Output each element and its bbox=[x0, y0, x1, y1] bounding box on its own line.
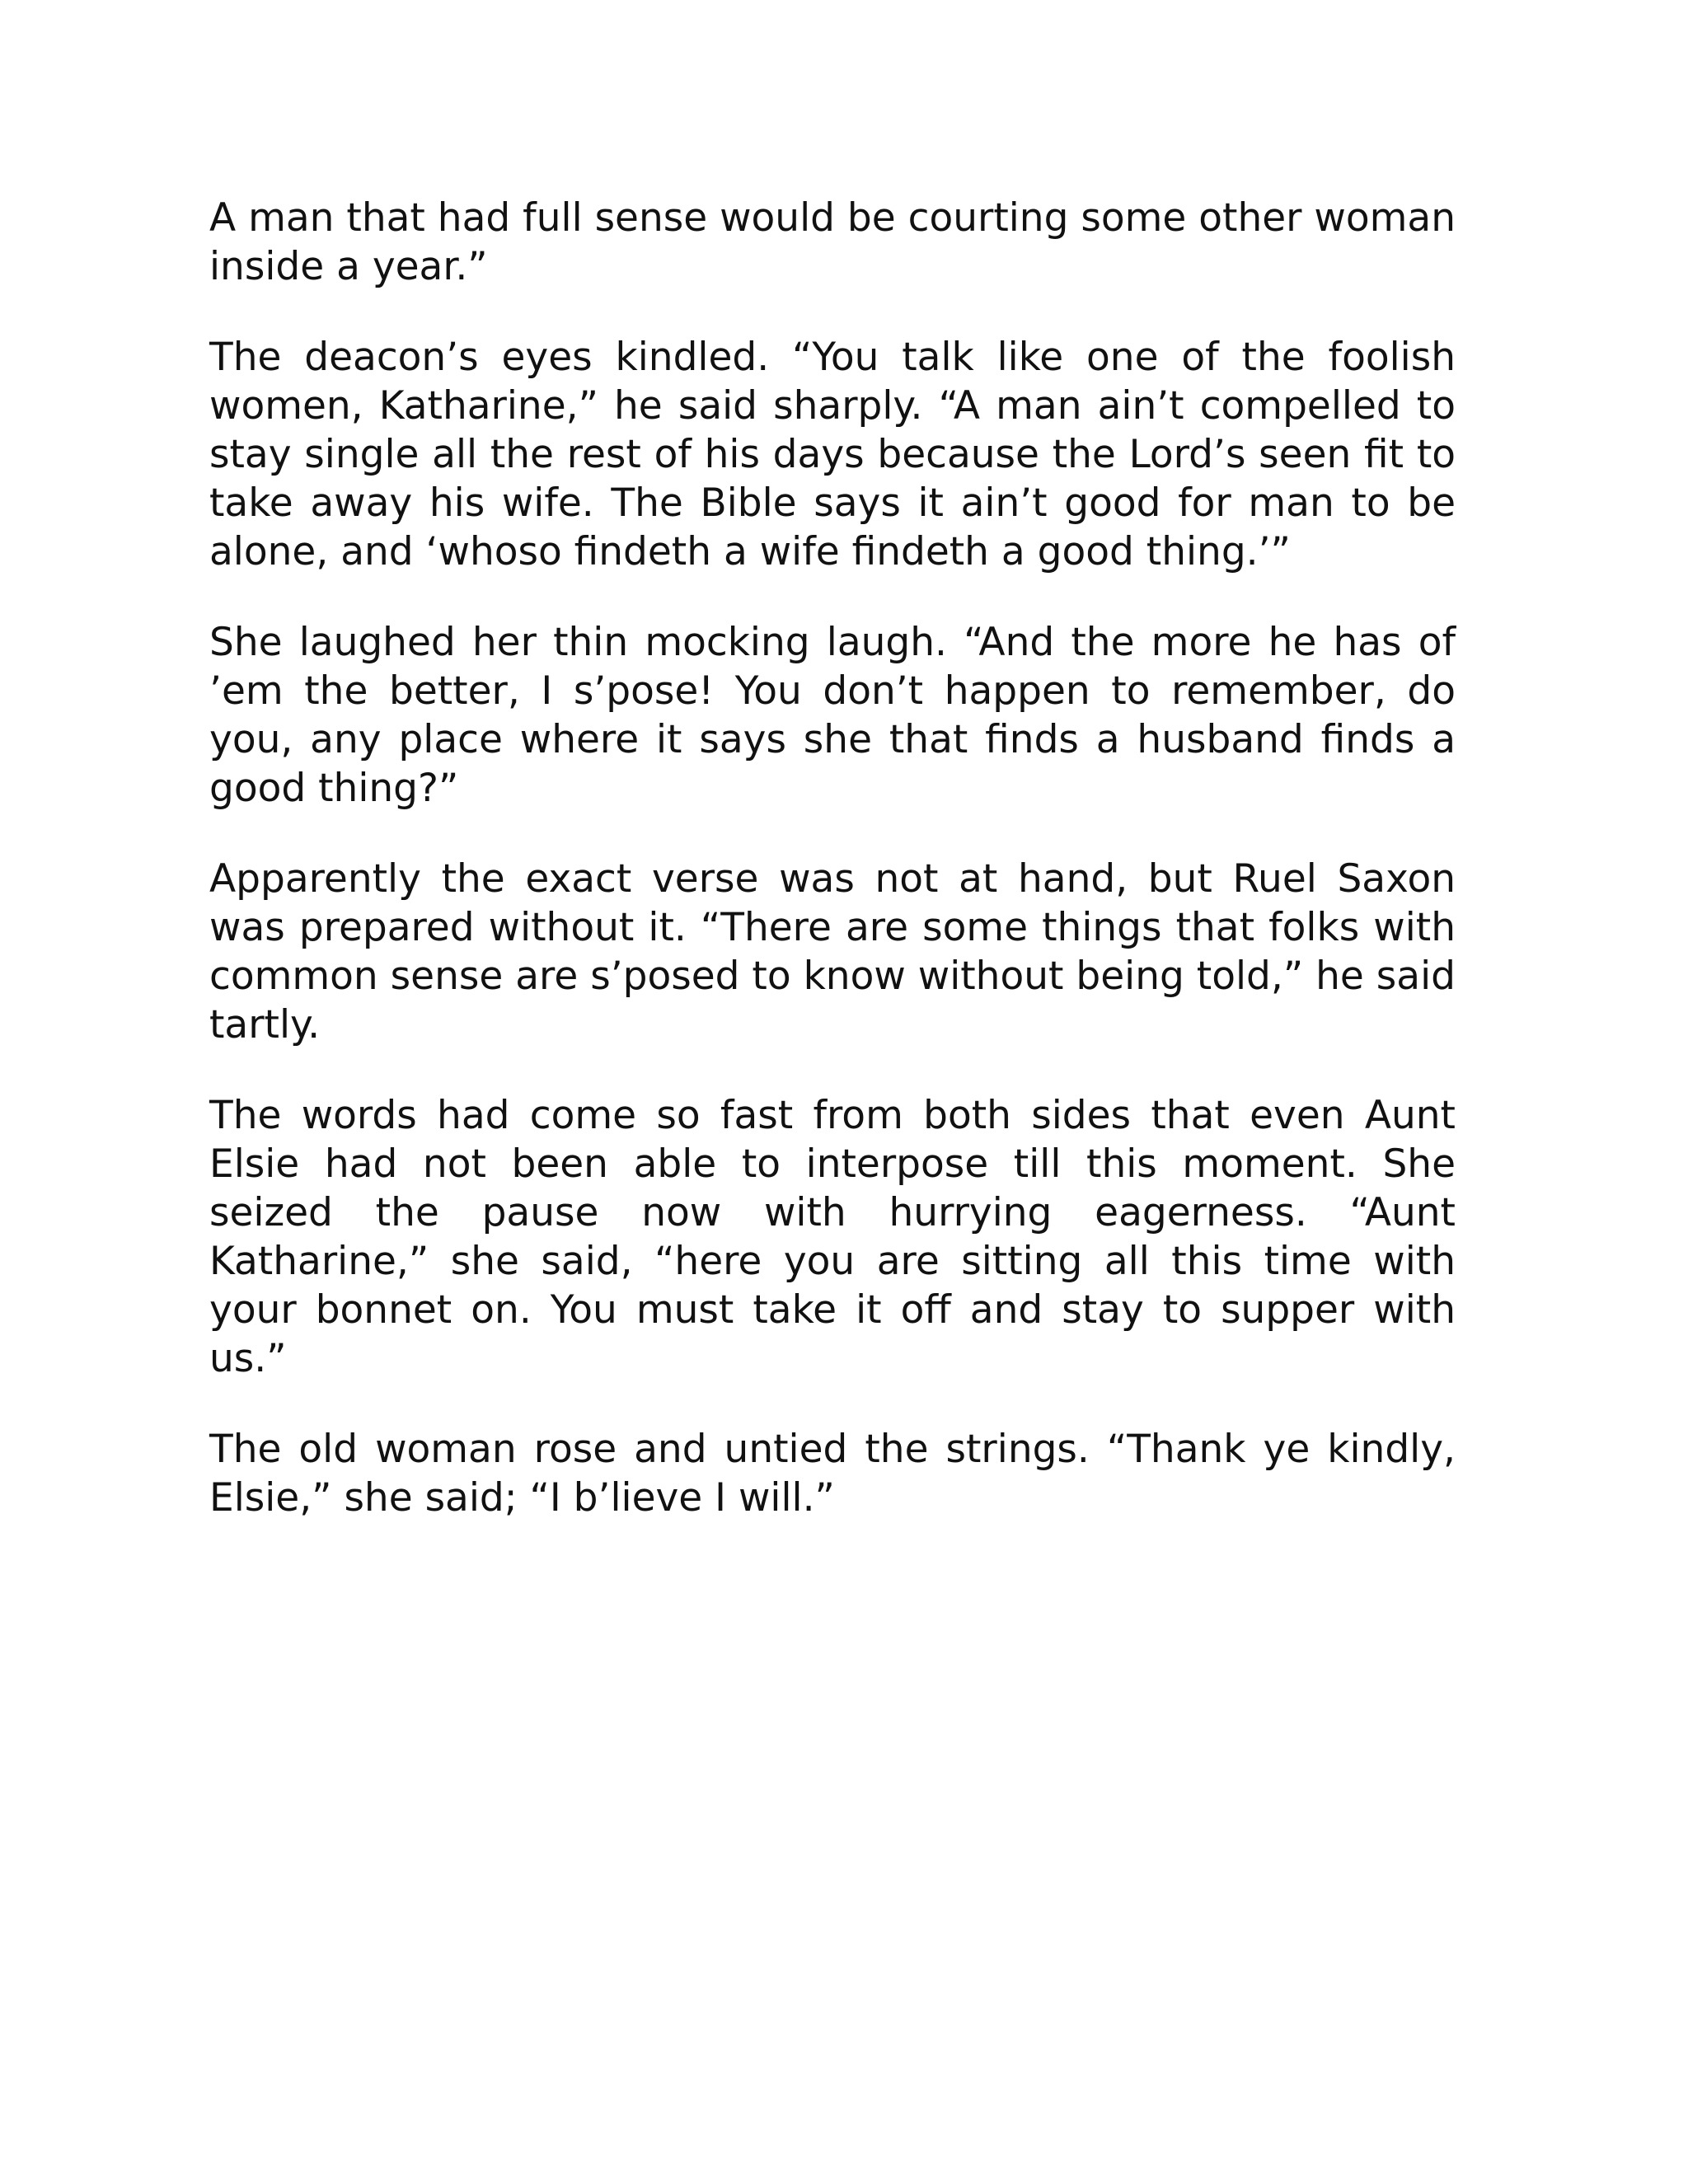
paragraph-1: A man that had full sense would be courting some other woman inside a year.” bbox=[209, 195, 1456, 289]
paragraph-3: She laughed her thin mocking laugh. “And the more he has of ’em the better, I s’pose! You don’t happen to remember, do you, any place where it says she that finds a husband finds a good thing?” bbox=[209, 620, 1456, 811]
paragraph-6: The old woman rose and untied the strings. “Thank ye kindly, Elsie,” she said; “I b’lieve I will.” bbox=[209, 1427, 1456, 1521]
paragraph-2: The deacon’s eyes kindled. “You talk like one of the foolish women, Katharine,” he said sharply. “A man ain’t compelled to stay single all the rest of his days because the Lord’s seen fit to take away his wife. The Bible says it ain’t good for man to be alone, and ‘whoso findeth a wife findeth a good thing.’” bbox=[209, 335, 1456, 574]
paragraph-4: Apparently the exact verse was not at hand, but Ruel Saxon was prepared without it. “There are some things that folks with common sense are s’posed to know without being told,” he said tartly. bbox=[209, 856, 1456, 1047]
body-text bbox=[209, 194, 1456, 1522]
paragraph-5: The words had come so fast from both sides that even Aunt Elsie had not been able to interpose till this moment. She seized the pause now with hurrying eagerness. “Aunt Katharine,” she said, “here you are sitting all this time with your bonnet on. You must take it off and stay to supper with us.” bbox=[209, 1093, 1456, 1381]
